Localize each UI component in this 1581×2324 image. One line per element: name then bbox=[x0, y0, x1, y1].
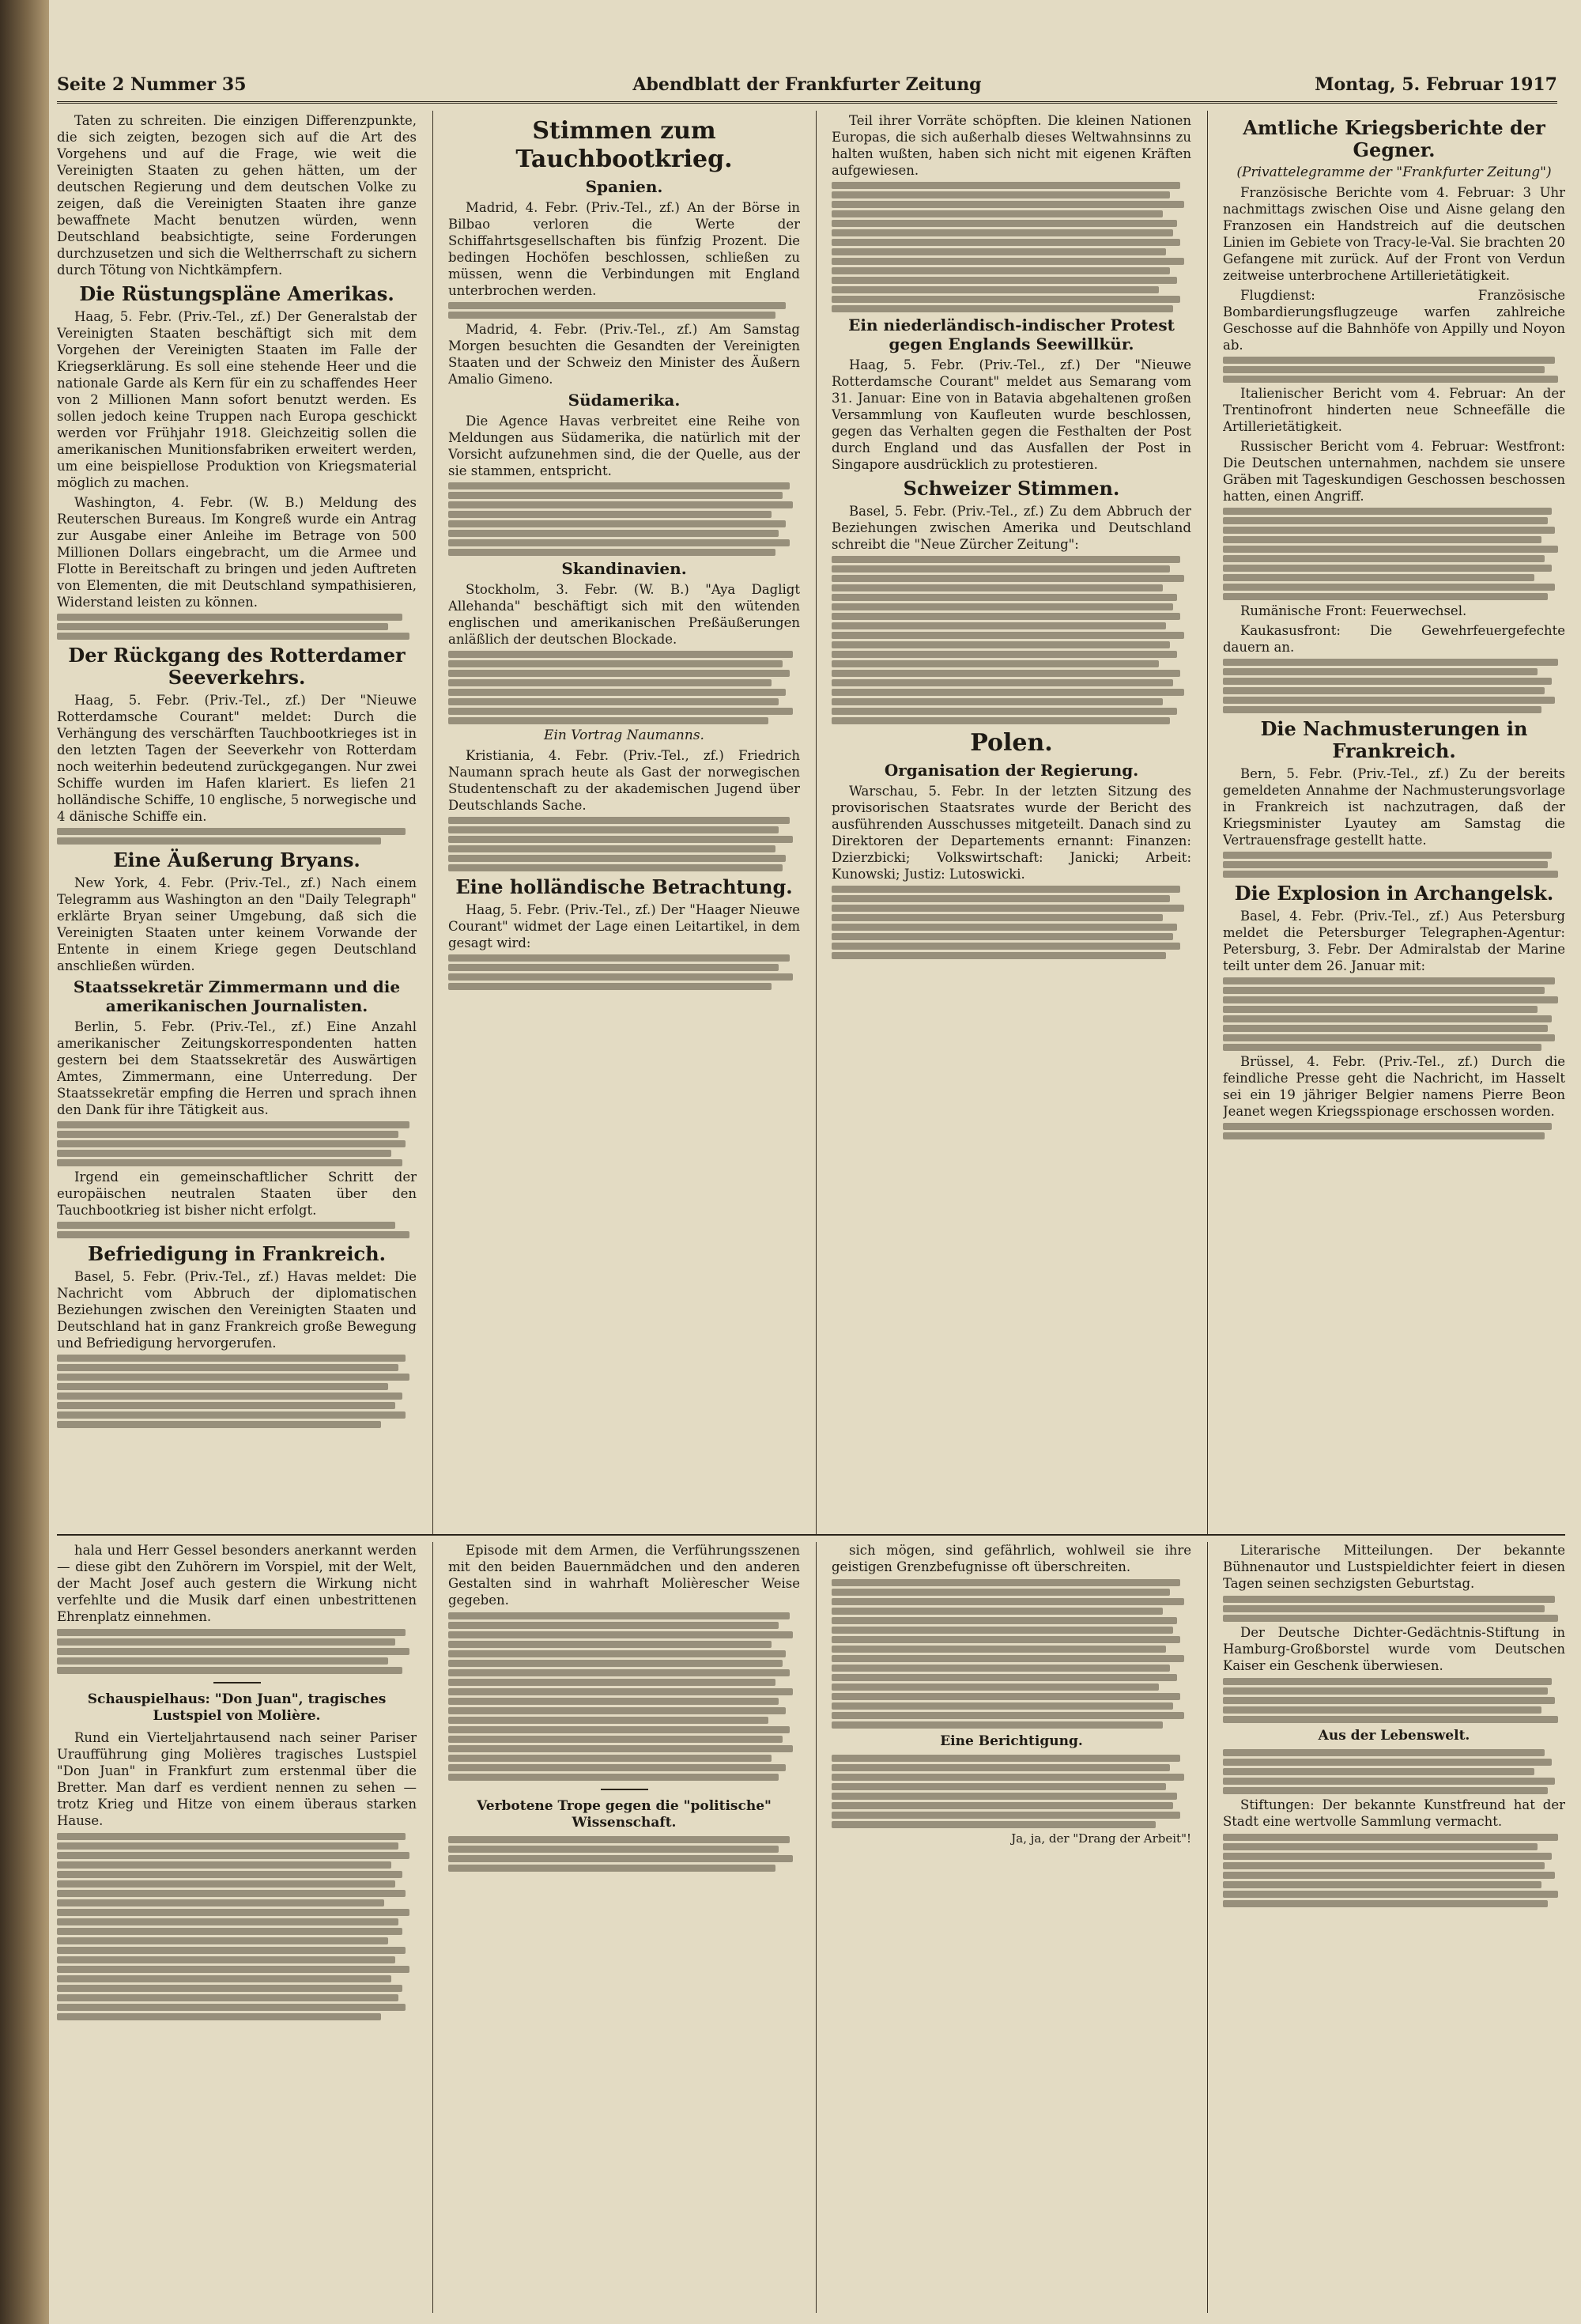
text-line bbox=[832, 679, 1173, 686]
text-line bbox=[57, 1638, 395, 1646]
text-line bbox=[448, 1660, 783, 1667]
text-line bbox=[832, 201, 1184, 208]
text-line bbox=[448, 836, 793, 843]
text-line bbox=[448, 1612, 790, 1619]
text-line bbox=[1223, 871, 1558, 878]
text-line bbox=[1223, 1123, 1552, 1130]
text-line bbox=[57, 1131, 398, 1138]
headline: Der Rückgang des Rotterdamer Seeverkehrs. bbox=[68, 644, 406, 689]
column-rule bbox=[816, 111, 817, 1534]
text-line bbox=[57, 1871, 402, 1878]
text-line bbox=[57, 2004, 406, 2011]
text-line bbox=[448, 1688, 793, 1695]
text-line bbox=[1223, 1787, 1548, 1794]
headline: Die Rüstungspläne Amerikas. bbox=[79, 282, 394, 305]
headline: Die Nachmusterungen in Frankreich. bbox=[1260, 717, 1528, 762]
text-line bbox=[832, 613, 1180, 620]
text-line bbox=[448, 549, 775, 556]
text-line bbox=[832, 594, 1177, 601]
text-line bbox=[1223, 1605, 1545, 1612]
headline: Eine holländische Betrachtung. bbox=[455, 875, 793, 898]
column-rule bbox=[816, 1542, 817, 2313]
text-line bbox=[832, 1598, 1184, 1605]
text-line bbox=[832, 660, 1159, 667]
text-line bbox=[57, 1899, 384, 1906]
text-line bbox=[57, 1956, 395, 1963]
text-line bbox=[1223, 574, 1534, 581]
text-line bbox=[1223, 1872, 1555, 1879]
text-line bbox=[1223, 1759, 1552, 1766]
article-text: Flugdienst: Französische Bombardierungsflugzeuge warfen zahlreiche Geschosse auf die Bahnhöfe von Appilly und Noyon ab. bbox=[1223, 288, 1565, 353]
article-text: sich mögen, sind gefährlich, wohlweil sie ihre geistigen Grenzbefugnisse oft überschreiten. bbox=[832, 1543, 1191, 1574]
text-line bbox=[832, 924, 1177, 931]
text-line bbox=[1223, 1034, 1555, 1041]
subheadline: Ein Vortrag Naumanns. bbox=[544, 727, 704, 743]
issue-date: Montag, 5. Februar 1917 bbox=[1315, 74, 1557, 95]
text-line bbox=[448, 1846, 779, 1853]
text-line bbox=[1223, 527, 1555, 534]
text-line bbox=[448, 954, 790, 962]
text-line bbox=[1223, 1687, 1548, 1695]
text-line bbox=[1223, 1706, 1541, 1714]
text-line bbox=[832, 708, 1177, 715]
separator bbox=[213, 1682, 261, 1683]
text-line bbox=[832, 296, 1180, 303]
article-text: Madrid, 4. Febr. (Priv.-Tel., zf.) Am Samstag Morgen besuchten die Gesandten der Vereinigten Staaten und der Schweiz den Minister des Äußern Amalio Gimeno. bbox=[448, 322, 800, 387]
text-line bbox=[1223, 852, 1552, 859]
text-line bbox=[1223, 668, 1538, 675]
headline: Staatssekretär Zimmermann und die amerikanischen Journalisten. bbox=[73, 977, 401, 1015]
article-text: Französische Berichte vom 4. Februar: 3 Uhr nachmittags zwischen Oise und Aisne gelang den Franzosen ein Handstreich auf die deutschen Linien im Gebiete von Tracy-le-Val. Sie brachten 20 Gefangene mit zurück. Auf der Front von Verdun zeitweise unterbrochene Artillerietätigkeit. bbox=[1223, 185, 1565, 283]
text-line bbox=[1223, 1834, 1558, 1841]
subheadline: (Privattelegramme der "Frankfurter Zeitung") bbox=[1236, 164, 1552, 180]
text-line bbox=[832, 1636, 1180, 1643]
text-line bbox=[448, 651, 793, 658]
text-line bbox=[57, 1159, 402, 1166]
article-text: Bern, 5. Febr. (Priv.-Tel., zf.) Zu der bereits gemeldeten Annahme der Nachmusterungsvorlage in Frankreich ist nachzutragen, daß der Kriegsminister Lyautey am Samstag die Vertrauensfrage gestellt hatte. bbox=[1223, 766, 1565, 848]
headline: Schweizer Stimmen. bbox=[903, 477, 1120, 500]
text-line bbox=[1223, 536, 1541, 543]
text-line bbox=[1223, 678, 1552, 685]
page-number: Seite 2 Nummer 35 bbox=[57, 74, 247, 95]
text-line bbox=[1223, 1862, 1545, 1869]
text-line bbox=[57, 1842, 398, 1850]
text-line bbox=[448, 964, 779, 971]
text-line bbox=[57, 1222, 395, 1229]
text-line bbox=[832, 698, 1163, 705]
masthead bbox=[57, 70, 1557, 104]
headline: Befriedigung in Frankreich. bbox=[88, 1242, 386, 1265]
text-line bbox=[1223, 1015, 1552, 1022]
text-line bbox=[1223, 1768, 1534, 1775]
text-line bbox=[448, 530, 779, 537]
text-line bbox=[1223, 996, 1558, 1003]
text-line bbox=[1223, 861, 1548, 868]
newspaper-page bbox=[49, 0, 1581, 2324]
text-line bbox=[1223, 1697, 1555, 1704]
text-line bbox=[448, 1774, 779, 1781]
text-line bbox=[57, 1421, 381, 1428]
text-line bbox=[832, 933, 1173, 940]
text-line bbox=[832, 1683, 1159, 1691]
feuilleton-column-2 bbox=[448, 1542, 800, 2313]
text-line bbox=[57, 1975, 391, 1982]
section-headline: Polen. bbox=[970, 729, 1053, 757]
text-line bbox=[448, 826, 779, 833]
text-line bbox=[1223, 1044, 1541, 1051]
article-text: Madrid, 4. Febr. (Priv.-Tel., zf.) An der Börse in Bilbao verloren die Werte der Schiffahrtsgesellschaften bis fünfzig Prozent. Die bedingen Hochöfen beschlossen, schließen zu müssen, wenn die Verbindungen mit England unterbrochen werden. bbox=[448, 200, 800, 298]
text-line bbox=[832, 1783, 1166, 1790]
section-headline: Stimmen zum Tauchbootkrieg. bbox=[515, 117, 733, 173]
text-line bbox=[832, 305, 1173, 312]
text-line bbox=[57, 828, 406, 835]
headline: Die Explosion in Archangelsk. bbox=[1234, 882, 1554, 905]
subheadline: Organisation der Regierung. bbox=[884, 761, 1139, 780]
text-line bbox=[832, 1702, 1173, 1710]
text-line bbox=[1223, 1678, 1552, 1685]
text-line bbox=[448, 689, 786, 696]
text-line bbox=[448, 482, 790, 489]
text-line bbox=[57, 1833, 406, 1840]
text-line bbox=[57, 1648, 409, 1655]
text-line bbox=[57, 614, 402, 621]
text-line bbox=[1223, 1596, 1555, 1603]
article-text: Warschau, 5. Febr. In der letzten Sitzung des provisorischen Staatsrates wurde der Bericht des ausführenden Ausschusses mitgeteilt. Danach sind zu Direktoren der Departements ernannt: Finanzen: Dzierzbicki; Volkswirtschaft: Janicki; Arbeit: Kunowski; Justiz: Lutoswicki. bbox=[832, 784, 1191, 882]
text-line bbox=[448, 1855, 793, 1862]
text-line bbox=[832, 1802, 1173, 1809]
column-4 bbox=[1223, 112, 1565, 1532]
text-line bbox=[57, 1667, 402, 1674]
text-line bbox=[832, 229, 1173, 236]
text-line bbox=[1223, 1853, 1552, 1860]
text-line bbox=[832, 717, 1170, 724]
text-line bbox=[832, 239, 1180, 246]
text-line bbox=[1223, 517, 1548, 524]
column-rule bbox=[432, 111, 433, 1534]
column-1 bbox=[57, 112, 417, 1532]
text-line bbox=[832, 895, 1170, 902]
feuilleton-column-4 bbox=[1223, 1542, 1565, 2313]
text-line bbox=[448, 1707, 786, 1714]
article-text: Washington, 4. Febr. (W. B.) Meldung des Reuterschen Bureaus. Im Kongreß wurde ein Antrag zur Ausgabe einer Anleihe im Betrage von 500 Millionen Dollars eingebracht, um die Armee und Flotte in Bereitschaft zu bringen und jeden Auftreten von Elementen, die mit Deutschland sympathisieren, Widerstand leisten zu können. bbox=[57, 495, 417, 610]
text-line bbox=[1223, 977, 1555, 984]
text-line bbox=[832, 575, 1184, 582]
column-rule bbox=[1207, 1542, 1208, 2313]
headline: Eine Äußerung Bryans. bbox=[113, 848, 360, 871]
text-line bbox=[448, 983, 772, 990]
article-text: Brüssel, 4. Febr. (Priv.-Tel., zf.) Durch die feindliche Presse geht die Nachricht, im Hasselt sei ein 19 jähriger Belgier namens Pierre Beon Jeanet wegen Kriegsspionage erschossen worden. bbox=[1223, 1054, 1565, 1119]
text-line bbox=[832, 1721, 1163, 1729]
article-text: Russischer Bericht vom 4. Februar: Westfront: Die Deutschen unternahmen, nachdem sie unsere Gräben mit Tageskundigen Geschossen beschossen hatten, einen Angriff. bbox=[1223, 439, 1565, 504]
article-text: Der Deutsche Dichter-Gedächtnis-Stiftung in Hamburg-Großborstel wurde vom Deutschen Kaiser ein Geschenk überwiesen. bbox=[1223, 1625, 1565, 1673]
text-line bbox=[57, 1937, 388, 1944]
article-text: Literarische Mitteilungen. Der bekannte Bühnenautor und Lustspieldichter feiert in diesen Tagen seinen sechzigsten Geburtstag. bbox=[1223, 1543, 1565, 1591]
feuilleton-column-3 bbox=[832, 1542, 1191, 2313]
text-line bbox=[448, 492, 783, 499]
column-rule bbox=[432, 1542, 433, 2313]
text-line bbox=[448, 1836, 790, 1843]
text-line bbox=[448, 660, 783, 667]
article-text: Haag, 5. Febr. (Priv.-Tel., zf.) Der "Nieuwe Rotterdamsche Courant" meldet aus Semarang vom 31. Januar: Eine von in Batavia abgehaltenen großen Versammlung von Kaufleuten wurde beschlossen, gegen das Verhalten gegen die Festhalten der Post durch England und das Ausfallen der Post in Singapore ausdrücklich zu protestieren. bbox=[832, 357, 1191, 472]
text-line bbox=[832, 248, 1166, 255]
text-line bbox=[1223, 1843, 1538, 1850]
text-line bbox=[832, 210, 1163, 217]
feuilleton-column-1 bbox=[57, 1542, 417, 2313]
text-line bbox=[832, 191, 1170, 198]
text-line bbox=[832, 1812, 1180, 1819]
text-line bbox=[832, 1655, 1184, 1662]
text-line bbox=[1223, 1132, 1545, 1139]
text-line bbox=[1223, 593, 1548, 600]
text-line bbox=[448, 864, 783, 871]
text-line bbox=[57, 633, 409, 640]
text-line bbox=[57, 1861, 391, 1869]
article-text: Irgend ein gemeinschaftlicher Schritt der europäischen neutralen Staaten über den Tauchbootkrieg ist bisher nicht erfolgt. bbox=[57, 1170, 417, 1218]
text-line bbox=[448, 1622, 779, 1629]
review-title: Schauspielhaus: "Don Juan", tragisches Lustspiel von Molière. bbox=[87, 1691, 387, 1724]
column-rule bbox=[1207, 111, 1208, 1534]
text-line bbox=[1223, 706, 1541, 713]
text-line bbox=[57, 1355, 406, 1362]
article-text: Haag, 5. Febr. (Priv.-Tel., zf.) Der Generalstab der Vereinigten Staaten beschäftigt sich mit dem Vorgehen der Vereinigten Staaten im Falle der Kriegserklärung. Es soll eine stehende Heer und die nationale Garde als Kern für ein zu schaffendes Heer von 2 Millionen Mann sofort benutzt werden. Es sollen jedoch keine Truppen nach Europa geschickt werden vor Frühjahr 1918. Gleichzeitig sollen die amerikanischen Munitionsfabriken erweitert werden, um eine beispiellose Produktion von Kriegsmaterial möglich zu machen. bbox=[57, 309, 417, 490]
text-line bbox=[1223, 546, 1558, 553]
article-text: Stockholm, 3. Febr. (W. B.) "Aya Dagligt Allehanda" beschäftigt sich mit den wütenden englischen und amerikanischen Preßäußerungen anläßlich der deutschen Blockade. bbox=[448, 582, 800, 647]
text-line bbox=[57, 1140, 406, 1147]
text-line bbox=[832, 1646, 1166, 1653]
text-line bbox=[57, 1909, 409, 1916]
text-line bbox=[832, 632, 1184, 639]
text-line bbox=[832, 886, 1180, 893]
text-line bbox=[832, 1608, 1163, 1615]
text-line bbox=[448, 1717, 768, 1724]
text-line bbox=[1223, 357, 1555, 364]
text-line bbox=[448, 1669, 790, 1676]
article-text: Basel, 4. Febr. (Priv.-Tel., zf.) Aus Petersburg meldet die Petersburger Telegraphen-Agentur: Petersburg, 3. Febr. Der Admiralstab der Marine teilt unter dem 26. Januar mit: bbox=[1223, 909, 1565, 973]
text-line bbox=[57, 1402, 395, 1409]
text-line bbox=[1223, 1006, 1538, 1013]
text-line bbox=[448, 679, 772, 686]
text-line bbox=[832, 622, 1166, 629]
text-line bbox=[1223, 1891, 1558, 1898]
separator bbox=[601, 1789, 648, 1790]
article-text: Basel, 5. Febr. (Priv.-Tel., zf.) Zu dem Abbruch der Beziehungen zwischen Amerika und Deutschland schreibt die "Neue Zürcher Zeitung": bbox=[832, 504, 1191, 552]
text-line bbox=[832, 220, 1177, 227]
text-line bbox=[832, 556, 1180, 563]
text-line bbox=[832, 651, 1177, 658]
notice-title: Aus der Lebenswelt. bbox=[1318, 1728, 1470, 1744]
text-line bbox=[832, 1764, 1170, 1771]
text-line bbox=[57, 1890, 406, 1897]
text-line bbox=[1223, 1778, 1555, 1785]
feuilleton-divider bbox=[57, 1534, 1565, 1538]
text-line bbox=[832, 943, 1180, 950]
text-line bbox=[1223, 565, 1552, 572]
text-line bbox=[832, 267, 1170, 274]
text-line bbox=[57, 1947, 406, 1954]
text-line bbox=[832, 670, 1180, 677]
article-text: Rumänische Front: Feuerwechsel. bbox=[1240, 603, 1467, 618]
article-text: Basel, 5. Febr. (Priv.-Tel., zf.) Havas meldet: Die Nachricht vom Abbruch der diplomatischen Beziehungen zwischen den Vereinigten Staaten und Deutschland hat in ganz Frankreich große Bewegung und Befriedigung hervorgerufen. bbox=[57, 1269, 417, 1351]
text-line bbox=[832, 689, 1184, 696]
text-line bbox=[448, 302, 786, 309]
text-line bbox=[832, 1774, 1184, 1781]
text-line bbox=[448, 1865, 775, 1872]
article-text: Haag, 5. Febr. (Priv.-Tel., zf.) Der "Nieuwe Rotterdamsche Courant" meldet: Durch die Verhängung des verschärften Tauchbootkrieges ist in den letzten Tagen der Seeverkehr von Rotterdam noch weiterhin bedeutend zurückgegangen. Nur zwei Schiffe wurden im Hafen klariert. Es liefen 21 holländische Schiffe, 10 englische, 5 norwegische und 4 dänische Schiffe ein. bbox=[57, 693, 417, 824]
text-line bbox=[448, 698, 779, 705]
column-2 bbox=[448, 112, 800, 1532]
text-line bbox=[1223, 987, 1545, 994]
text-line bbox=[448, 1736, 783, 1743]
text-line bbox=[57, 1918, 398, 1925]
article-text: Berlin, 5. Febr. (Priv.-Tel., zf.) Eine Anzahl amerikanischer Zeitungskorrespondenten hatten gestern bei dem Staatssekretär des Auswärtigen Amtes, Zimmermann, eine Unterredung. Der Staatssekretär empfing die Herren und sprach ihnen den Dank für ihre Tätigkeit aus. bbox=[57, 1019, 417, 1117]
section-headline: Amtliche Kriegsberichte der Gegner. bbox=[1243, 116, 1545, 161]
text-line bbox=[57, 1629, 406, 1636]
text-line bbox=[448, 973, 793, 981]
text-line bbox=[57, 2013, 381, 2020]
text-line bbox=[57, 1411, 406, 1419]
text-line bbox=[448, 1755, 772, 1762]
text-line bbox=[57, 1880, 395, 1888]
text-line bbox=[832, 905, 1184, 912]
text-line bbox=[1223, 1881, 1541, 1888]
text-line bbox=[832, 1579, 1180, 1586]
notice-title: Verbotene Trope gegen die "politische" Wissenschaft. bbox=[477, 1798, 772, 1831]
text-line bbox=[57, 1383, 388, 1390]
text-line bbox=[57, 1985, 402, 1992]
text-line bbox=[448, 1764, 786, 1771]
headline: Ein niederländisch-indischer Protest gegen Englands Seewillkür. bbox=[848, 316, 1175, 353]
text-line bbox=[832, 1755, 1180, 1762]
text-line bbox=[832, 1665, 1170, 1672]
text-line bbox=[1223, 584, 1555, 591]
article-text: Haag, 5. Febr. (Priv.-Tel., zf.) Der "Haager Nieuwe Courant" widmet der Lage einen Leitartikel, in dem gesagt wird: bbox=[448, 902, 800, 950]
subheadline: Südamerika. bbox=[568, 391, 681, 410]
text-line bbox=[832, 952, 1166, 959]
article-text: Die Agence Havas verbreitet eine Reihe von Meldungen aus Südamerika, die natürlich mit der Vorsicht aufzunehmen sind, die der Quelle, aus der sie stammen, entspricht. bbox=[448, 414, 800, 478]
text-line bbox=[448, 855, 786, 862]
text-line bbox=[57, 1150, 391, 1157]
text-line bbox=[832, 914, 1163, 921]
text-line bbox=[1223, 555, 1545, 562]
text-line bbox=[57, 1364, 398, 1371]
subheadline: Skandinavien. bbox=[561, 559, 687, 578]
column-3 bbox=[832, 112, 1191, 1532]
text-line bbox=[832, 641, 1170, 648]
text-line bbox=[57, 1393, 402, 1400]
text-line bbox=[448, 1641, 772, 1648]
text-line bbox=[1223, 659, 1558, 666]
text-line bbox=[832, 1589, 1170, 1596]
text-line bbox=[832, 565, 1170, 572]
notice-title: Eine Berichtigung. bbox=[940, 1733, 1083, 1749]
text-line bbox=[1223, 376, 1558, 383]
closing-line: Ja, ja, der "Drang der Arbeit"! bbox=[1011, 1831, 1191, 1846]
text-line bbox=[57, 1928, 402, 1935]
text-line bbox=[448, 539, 790, 546]
text-line bbox=[57, 1374, 409, 1381]
article-text: Stiftungen: Der bekannte Kunstfreund hat der Stadt eine wertvolle Sammlung vermacht. bbox=[1223, 1797, 1565, 1829]
text-line bbox=[832, 1617, 1177, 1624]
text-line bbox=[57, 1994, 398, 2001]
subheadline: Spanien. bbox=[585, 177, 663, 196]
article-text: New York, 4. Febr. (Priv.-Tel., zf.) Nach einem Telegramm aus Washington an den "Daily Telegraph" erklärte Bryan seiner Umgebung, daß sich die Vereinigten Staaten unter keinem Vorwande der Entente in einem Kriege gegen Deutschland anschließen würden. bbox=[57, 875, 417, 973]
article-text: Kristiania, 4. Febr. (Priv.-Tel., zf.) Friedrich Naumann sprach heute als Gast der norwegischen Studentenschaft zu der akademischen Jugend über Deutschlands Sache. bbox=[448, 748, 800, 813]
text-line bbox=[1223, 1749, 1545, 1756]
text-line bbox=[832, 1693, 1180, 1700]
text-line bbox=[448, 1726, 790, 1733]
text-line bbox=[448, 1679, 775, 1686]
text-line bbox=[448, 717, 768, 724]
text-line bbox=[448, 1698, 779, 1705]
text-line bbox=[1223, 1025, 1548, 1032]
text-line bbox=[832, 182, 1180, 189]
text-line bbox=[1223, 366, 1545, 373]
text-line bbox=[57, 837, 381, 845]
newspaper-title: Abendblatt der Frankfurter Zeitung bbox=[632, 74, 982, 95]
text-line bbox=[832, 1674, 1177, 1681]
article-text: Rund ein Vierteljahrtausend nach seiner Pariser Uraufführung ging Molières tragisches Lustspiel "Don Juan" in Frankfurt zum erstenmal über die Bretter. Man darf es verdient nennen zu sehen — trotz Krieg und Hitze von einem überaus starken Hause. bbox=[57, 1730, 417, 1828]
text-line bbox=[57, 1657, 388, 1665]
text-line bbox=[57, 1852, 409, 1859]
text-line bbox=[57, 1966, 409, 1973]
text-line bbox=[1223, 687, 1545, 694]
text-line bbox=[448, 1650, 786, 1657]
text-line bbox=[832, 277, 1177, 284]
text-line bbox=[1223, 697, 1555, 704]
text-line bbox=[448, 312, 775, 319]
article-text: Teil ihrer Vorräte schöpften. Die kleinen Nationen Europas, die sich außerhalb dieses Weltwahnsinns zu halten wußten, haben sich nicht mit eigenen Kräften aufgewiesen. bbox=[832, 113, 1191, 178]
text-line bbox=[832, 584, 1163, 591]
text-line bbox=[448, 845, 775, 852]
text-line bbox=[448, 817, 790, 824]
text-line bbox=[832, 1712, 1184, 1719]
text-line bbox=[832, 286, 1159, 293]
text-line bbox=[832, 1821, 1156, 1828]
text-line bbox=[57, 1121, 409, 1128]
article-text: Episode mit dem Armen, die Verführungsszenen mit den beiden Bauernmädchen und den anderen Gestalten sind in wahrhaft Molièrescher Weise gegeben. bbox=[448, 1543, 800, 1608]
text-line bbox=[832, 1627, 1173, 1634]
text-line bbox=[448, 520, 786, 527]
text-line bbox=[57, 623, 388, 630]
text-line bbox=[832, 1793, 1177, 1800]
text-line bbox=[1223, 1615, 1558, 1622]
text-line bbox=[448, 511, 772, 518]
book-binding bbox=[0, 0, 49, 2324]
text-line bbox=[1223, 1900, 1548, 1907]
text-line bbox=[448, 1631, 793, 1638]
article-text: Italienischer Bericht vom 4. Februar: An der Trentinofront hinderten neue Schneefälle die Artillerietätigkeit. bbox=[1223, 386, 1565, 434]
article-text: hala und Herr Gessel besonders anerkannt werden — diese gibt den Zuhörern im Vorspiel, mit der Welt, der Macht Josef auch gestern die Wirkung nicht verfehlte und die Musik darf einen unbestrittenen Ehrenplatz einnehmen. bbox=[57, 1543, 417, 1624]
text-line bbox=[832, 258, 1184, 265]
article-text: Kaukasusfront: Die Gewehrfeuergefechte dauern an. bbox=[1223, 623, 1565, 655]
text-line bbox=[448, 1745, 793, 1752]
text-line bbox=[832, 603, 1173, 610]
text-line bbox=[57, 1231, 409, 1238]
article-text: Taten zu schreiten. Die einzigen Differenzpunkte, die sich zeigten, bezogen sich auf die Art des Vorgehens und auf die Frage, wie weit die Vereinigten Staaten zu gehen hätten, um der deutschen Regierung und dem deutschen Volke zu zeigen, daß die Vereinigten Staaten ihre ganze bewaffnete Macht benutzen würden, wenn Deutschland beabsichtigte, seine Forderungen durchzusetzen und sich die Weltherrschaft zu sichern durch Tötung von Nichtkämpfern. bbox=[57, 113, 417, 278]
text-line bbox=[1223, 508, 1552, 515]
text-line bbox=[448, 708, 793, 715]
text-line bbox=[448, 670, 790, 677]
text-line bbox=[1223, 1716, 1558, 1723]
text-line bbox=[448, 501, 793, 508]
